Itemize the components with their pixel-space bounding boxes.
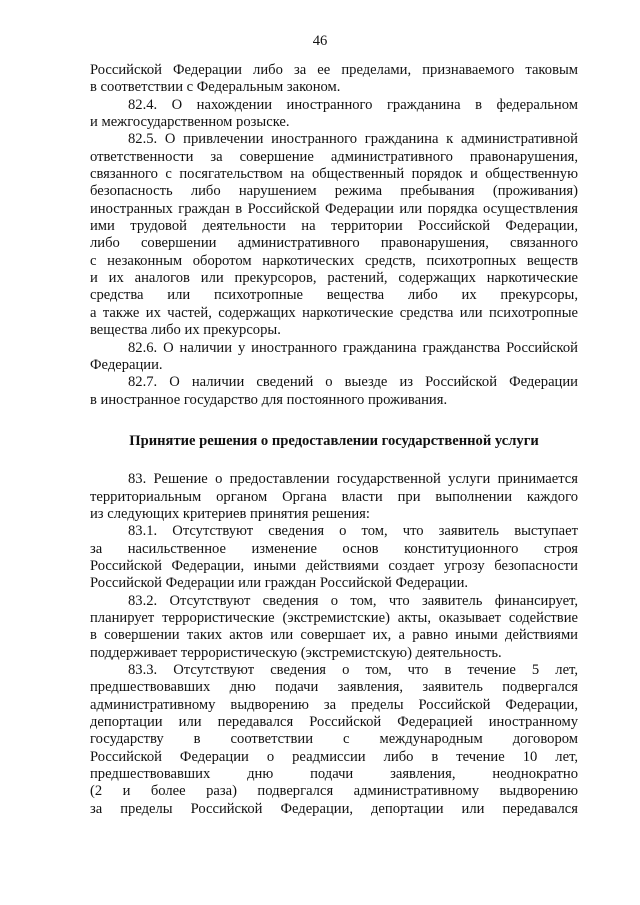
text-line: из следующих критериев принятия решения:: [90, 505, 370, 522]
text-line: 83.1. Отсутствуют сведения о том, что заявитель выступает: [128, 523, 578, 540]
text-line: Российской Федерации, иными действиями создает угрозу безопасности: [90, 557, 578, 574]
text-line: за насильственное изменение основ конституционного строя: [90, 540, 578, 557]
text-line: административному выдворению за пределы Российской Федерации,: [90, 696, 578, 713]
paragraph: [90, 523, 578, 592]
text-line: иностранных граждан в Российской Федерации или порядка осуществления: [90, 200, 578, 217]
text-line: Российской Федерации или граждан Российской Федерации.: [90, 575, 469, 592]
text-line: 82.5. О привлечении иностранного гражданина к административной: [128, 131, 578, 148]
text-line: поддерживает террористическую (экстремистскую) деятельность.: [90, 644, 502, 661]
text-line: ответственности за совершение административного правонарушения,: [90, 148, 578, 165]
text-line: а также их частей, содержащих наркотические средства или психотропные: [90, 304, 578, 321]
text-line: Российской Федерации либо за ее пределами, признаваемого таковым: [90, 62, 578, 78]
paragraph: [90, 593, 578, 662]
paragraph: [90, 340, 578, 375]
text-line: и их аналогов или прекурсоров, растений, содержащих наркотические: [90, 270, 578, 287]
text-line: 83.3. Отсутствуют сведения о том, что в течение 5 лет,: [128, 662, 578, 678]
paragraph: [90, 662, 578, 818]
text-line: планирует террористические (экстремистские) акты, оказывает содействие: [90, 609, 578, 626]
text-line: предшествовавших дню подачи заявления, заявитель подвергался: [90, 679, 578, 696]
text-line: вещества либо их прекурсоры.: [90, 322, 281, 339]
paragraph: [90, 97, 578, 132]
text-line: Российской Федерации о реадмиссии либо в течение 10 лет,: [90, 748, 578, 765]
text-line: связанного с посягательством на общественный порядок и общественную: [90, 166, 578, 183]
text-line: ими трудовой деятельности на территории Российской Федерации,: [90, 218, 578, 235]
text-line: 82.6. О наличии у иностранного гражданина гражданства Российской: [128, 339, 578, 356]
text-line: государству в соответствии с международным договором: [90, 731, 578, 748]
text-line: в совершении таких актов или совершает их, а равно иными действиями: [90, 627, 578, 644]
text-line: в соответствии с Федеральным законом.: [90, 79, 341, 96]
section-heading: Принятие решения о предоставлении государственной услуги: [129, 432, 539, 449]
text-line: 83. Решение о предоставлении государственной услуги принимается: [128, 471, 578, 488]
page-number: 46: [312, 33, 328, 49]
text-line: за пределы Российской Федерации, депортации или передавался: [90, 800, 578, 817]
text-line: 83.2. Отсутствуют сведения о том, что заявитель финансирует,: [128, 592, 578, 609]
text-line: 82.7. О наличии сведений о выезде из Российской Федерации: [128, 374, 578, 391]
text-line: либо совершении административного правонарушения, связанного: [90, 235, 578, 252]
text-line: и межгосударственном розыске.: [90, 114, 290, 131]
text-line: средства или психотропные вещества либо их прекурсоры,: [90, 287, 578, 304]
text-line: территориальным органом Органа власти при выполнении каждого: [90, 488, 578, 505]
text-line: депортации или передавался Российской Федерацией иностранному: [90, 714, 578, 731]
text-line: безопасность либо нарушением режима пребывания (проживания): [90, 183, 578, 200]
text-line: (2 и более раза) подвергался административному выдворению: [90, 783, 578, 800]
text-line: с незаконным оборотом наркотических средств, психотропных веществ: [90, 252, 578, 269]
paragraph: [90, 131, 578, 339]
paragraph: [90, 471, 578, 523]
document-body: [90, 62, 578, 818]
text-line: 82.4. О нахождении иностранного гражданина в федеральном: [128, 96, 578, 113]
paragraph: [90, 374, 578, 409]
text-line: в иностранное государство для постоянного проживания.: [90, 391, 448, 408]
text-line: предшествовавших дню подачи заявления, неоднократно: [90, 766, 578, 783]
text-line: Федерации.: [90, 356, 163, 373]
paragraph: [90, 62, 578, 97]
